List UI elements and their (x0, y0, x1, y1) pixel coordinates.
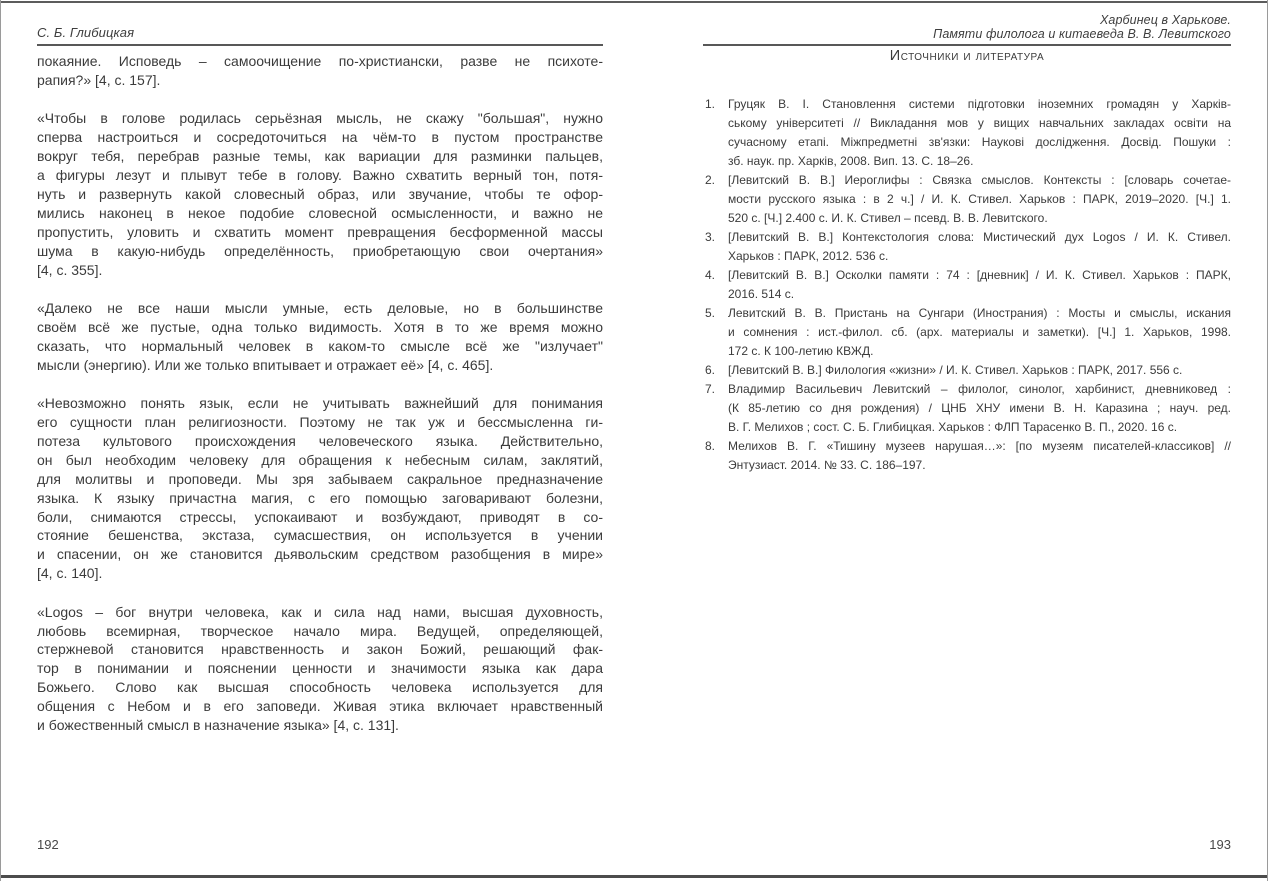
text-line: мысли (энергию). Или же только впитывает и отражает её» [4, с. 465]. (37, 356, 494, 373)
running-head-line-1: Харбинец в Харькове. (1099, 13, 1231, 27)
text-line: стержневой становится нравственность и закон Божий, решающий фак- (37, 641, 603, 658)
text-line: сучасному етапі. Міжпредметні зв'язки: Наукові дослідження. Досвід. Пошуки : (728, 135, 1231, 149)
reference-text (728, 228, 1231, 266)
text-line: «Невозможно понять язык, если не учитывать важнейший для понимания (37, 395, 603, 412)
text-line: и сомнения : ист.-филол. сб. (арх. материалы и заметки). [Ч.] 1. Харьков, 1998. (728, 325, 1231, 339)
reference-text (728, 380, 1231, 437)
reference-text (728, 304, 1231, 361)
reference-item (703, 266, 1231, 304)
text-line: сперва настроиться и сосредоточиться на чём-то в пустом пространстве (37, 129, 603, 146)
text-line: [4, с. 140]. (37, 565, 103, 582)
left-page-body (37, 52, 603, 735)
text-line: пропустить, уловить и схватить момент превращения бесформенной массы (37, 223, 603, 240)
reference-number: 3. (705, 230, 716, 244)
text-line: языка. К языку причастна магия, с его помощью заговаривают болезни, (37, 489, 603, 506)
text-line: покаяние. Исповедь – самоочищение по-христиански, разве не психоте- (37, 53, 603, 69)
quote-paragraph (37, 109, 603, 279)
text-line: его сущности план религиозности. Поэтому не так уж и бессмысленна ги- (37, 414, 603, 430)
reference-list (703, 95, 1231, 475)
reference-item (703, 437, 1231, 475)
section-heading: Источники и литература (889, 48, 1045, 64)
reference-number: 4. (705, 268, 716, 282)
reference-number: 1. (705, 97, 716, 111)
text-line: Мелихов В. Г. «Тишину музеев нарушая…»: [по музеям писателей-классиков] // (728, 439, 1231, 453)
text-line: [Левитский В. В.] Осколки памяти : 74 : [дневник] / И. К. Стивел. Харьков : ПАРК, (728, 268, 1231, 282)
text-line: шума в какую-нибудь определённость, приобретающую свои очертания» (37, 242, 603, 259)
bottom-edge-rule (1, 875, 1267, 878)
text-line: «Далеко не все наши мысли умные, есть деловые, но в большинстве (37, 299, 603, 316)
text-line: 172 с. К 100-летию КВЖД. (728, 344, 874, 358)
text-line: и спасении, он же становится дьявольским средством разобщения в мире» (37, 546, 603, 563)
text-line: «Logos – бог внутри человека, как и сила над нами, высшая духовность, (37, 603, 603, 620)
text-line: 520 с. [Ч.] 2.400 с. И. К. Стивел – псевд. В. В. Левитского. (728, 211, 1048, 225)
quote-paragraph (37, 52, 603, 90)
text-line: потеза культового происхождения человеческого языка. Действительно, (37, 432, 603, 449)
text-line: нуть и развернуть какой словесный образ, или звучание, чтобы те офор- (37, 185, 603, 202)
reference-number: 8. (705, 439, 716, 453)
text-line: (К 85-летию со дня рождения) / ЦНБ ХНУ имени В. Н. Каразина ; науч. ред. (728, 401, 1231, 415)
text-line: Энтузиаст. 2014. № 33. С. 186–197. (728, 458, 926, 472)
text-line: [Левитский В. В.] Филология «жизни» / И. К. Стивел. Харьков : ПАРК, 2017. 556 с. (728, 363, 1183, 377)
text-line: Левитский В. В. Пристань на Сунгари (Инострания) : Мосты и смыслы, искания (728, 306, 1231, 320)
right-running-head (703, 0, 1231, 46)
reference-number: 2. (705, 173, 716, 187)
text-line: «Чтобы в голове родилась серьёзная мысль, не скажу "большая", нужно (37, 110, 603, 127)
text-line: вокруг тебя, перебрав разные темы, как вариации для разминки пальцев, (37, 148, 603, 165)
reference-item (703, 171, 1231, 228)
text-line: сказать, что нормальный человек в каком-то смысле всё же "излучает" (37, 337, 603, 354)
reference-item (703, 95, 1231, 171)
text-line: В. Г. Мелихов ; сост. С. Б. Глибицкая. Харьков : ФЛП Тарасенко В. П., 2020. 16 с. (728, 420, 1178, 434)
reference-number: 5. (705, 306, 716, 320)
text-line: Владимир Васильевич Левитский – филолог, синолог, харбинист, дневниковед : (728, 382, 1231, 396)
reference-number: 6. (705, 363, 716, 377)
reference-text (728, 171, 1231, 228)
text-line: 2016. 514 с. (728, 287, 795, 301)
text-line: Груцяк В. І. Становлення системи підготовки іноземних громадян у Харків- (728, 97, 1231, 111)
text-line: рапия?» [4, с. 157]. (37, 71, 161, 88)
text-line: для молитвы и проповеди. Мы зря забываем сакральное предназначение (37, 470, 603, 487)
text-line: стояние бешенства, экстаза, сумасшествия, он используется в учении (37, 527, 603, 544)
text-line: Божьего. Слово как высшая способность человека используется для (37, 679, 603, 696)
text-line: зб. наук. пр. Харків, 2008. Вип. 13. С. 18–26. (728, 154, 974, 168)
left-running-head (37, 0, 603, 46)
text-line: [Левитский В. В.] Иероглифы : Связка смыслов. Контексты : [словарь сочетае- (728, 173, 1231, 187)
quote-paragraph (37, 299, 603, 375)
reference-item (703, 361, 1231, 380)
reference-text (728, 437, 1231, 475)
reference-text (728, 95, 1231, 171)
text-line: мости русского языка : в 2 ч.] / И. К. Стивел. Харьков : ПАРК, 2019–2020. [Ч.] 1. (728, 192, 1231, 206)
text-line: а фигуры лезут и плывут тебе в голову. Важно схватить верный тон, потя- (37, 167, 603, 184)
text-line: любовь всемирная, творческое начало мира. Ведущей, определяющей, (37, 622, 603, 639)
reference-text (728, 266, 1231, 304)
text-line: своём всё же пустые, одна только видимость. Хотя в то же время можно (37, 318, 603, 335)
right-page-number: 193 (1209, 837, 1231, 852)
reference-number: 7. (705, 382, 716, 396)
text-line: и божественный смысл в назначение языка» [4, с. 131]. (37, 717, 399, 734)
left-page-number: 192 (37, 837, 59, 852)
text-line: ському університеті // Викладання мов у вищих навчальних закладах освіти на (728, 116, 1231, 130)
reference-item (703, 304, 1231, 361)
text-line: [Левитский В. В.] Контекстология слова: Мистический дух Logos / И. К. Стивел. (728, 230, 1231, 244)
text-line: Харьков : ПАРК, 2012. 536 с. (728, 249, 889, 263)
text-line: боли, снимаются стрессы, успокаивают и возбуждают, приводят в со- (37, 508, 603, 525)
left-running-head-text: С. Б. Глибицкая (37, 25, 135, 40)
reference-text (728, 361, 1231, 380)
text-line: тор в понимании и пояснении ценности и значимости языка как дара (37, 660, 603, 677)
quote-paragraph (37, 603, 603, 735)
text-line: он был необходим человеку для обращения к небесным силам, заклятий, (37, 451, 603, 468)
quote-paragraph (37, 394, 603, 583)
left-page (37, 0, 603, 881)
text-line: общения с Небом и в его заповеди. Живая этика включает нравственный (37, 698, 603, 715)
reference-item (703, 380, 1231, 437)
text-line: мились наконец в некое подобие словесной осмысленности, и важно не (37, 204, 603, 221)
text-line: [4, с. 355]. (37, 261, 103, 278)
right-page (703, 0, 1231, 881)
reference-item (703, 228, 1231, 266)
right-running-head-text (703, 14, 1231, 41)
running-head-line-2: Памяти филолога и китаеведа В. В. Левитского (933, 26, 1231, 41)
